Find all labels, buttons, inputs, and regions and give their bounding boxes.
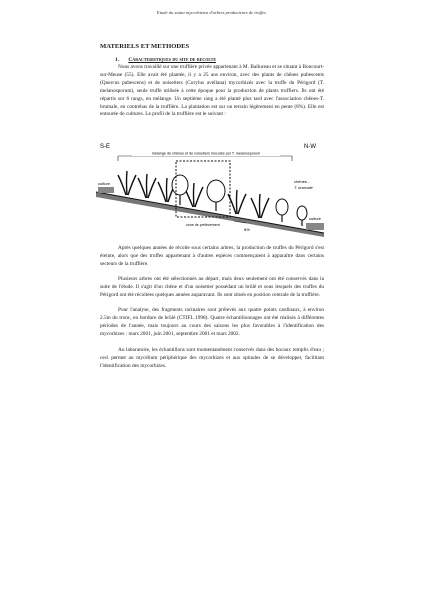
shrub-6	[251, 194, 269, 218]
label-nw: N-W	[304, 144, 316, 150]
label-chenes: chênes -	[294, 179, 310, 184]
shrub-1	[118, 171, 136, 195]
subsection-heading	[115, 57, 216, 63]
paragraph-selection: Plusieurs arbres ont été sélectionnés au départ, mais deux seulement ont été conservés dans la suite de l'étude. Il s'agit d'un chêne et d'un noisetier possédant un brûlé et sous lesquels des truffes du Périgord ont été récoltées quelques années auparavant. Ils sont situés en position centrale de la truffière.	[100, 276, 324, 298]
subsection-number: 1.	[115, 57, 120, 63]
label-sampling-zone: zone de prélèvement	[186, 223, 220, 227]
label-t-brumale: T. brumale	[294, 185, 313, 190]
oak-tree-1	[172, 175, 188, 205]
oak-tree-3	[276, 199, 288, 222]
paragraph-production: Après quelques années de récolte sous certains arbres, la production de truffes du Périgord s'est éteinte, alors que des truffes appartenant à d'autres espèces commençaient à apparaître dans certains secteurs de la truffière.	[100, 245, 324, 267]
mixed-trees-caption: mélange de chênes et de noisetiers inoculés par T. melanosporum	[151, 151, 261, 156]
subsection-title: Caracteristiques du site de recolte	[128, 57, 217, 63]
culture-right-patch	[306, 223, 324, 230]
paragraph-analysis: Pour l'analyse, des fragments racinaires sont prélevés aux quatre points cardinaux, à environ 2.5m du tronc, en bordure de brûlé (CTIFL 1998). Quatre échantillonnages ont été réalisés à différentes périodes de l'année, mais toujours au cours des saisons les plus favorables à l'identification des mycorhizes : mars 2001, juin 2001, septembre 2001 et mars 2002.	[100, 307, 324, 337]
oak-tree-2	[207, 180, 225, 211]
label-slope: 8%	[244, 227, 250, 232]
truffiere-profile-figure	[96, 141, 331, 239]
label-culture-left: culture	[98, 181, 111, 186]
running-header: Etude du statut mycorhizien d'arbres producteurs de truffes	[156, 10, 267, 15]
shrub-5	[228, 190, 246, 214]
label-culture-right: culture	[309, 216, 322, 221]
culture-left-patch	[98, 187, 114, 193]
section-title: MATERIELS ET METHODES	[100, 43, 190, 50]
oak-tree-4	[297, 206, 307, 226]
paragraph-laboratory: Au laboratoire, les échantillons sont momentanément conservés dans des bocaux remplis d'eau ; ceci permet au mycélium périphérique des mycorhizes et aux spinules de se développer, facilitant l'identification des mycorhizes.	[100, 347, 324, 369]
label-se: S-E	[100, 144, 111, 150]
shrub-2	[138, 174, 156, 198]
paragraph-site: Nous avons travaillé sur une truffière privée appartenant à M. Ballureau et se situant à Boncourt-sur-Meuse (55). Elle avait été plantée, il y a 25 ans environ, avec des plants de chênes pubescents (Quercus pubescens) et de noisetiers (Corylus avellana) mycorhizés avec la truffe du Périgord (T. melanosporum), seule truffe utilisée à cette époque pour la production de plants truffiers. Ils ont été répartis sur 6 rangs, en mélange. Un septième rang a été planté plus tard avec l'association chênes-T. brumale, en contrebas de la truffière. La plantation est sur un terrain légèrement en pente (8%). Elle est entourée de cultures. Le profil de la truffière est le suivant :	[100, 64, 324, 118]
